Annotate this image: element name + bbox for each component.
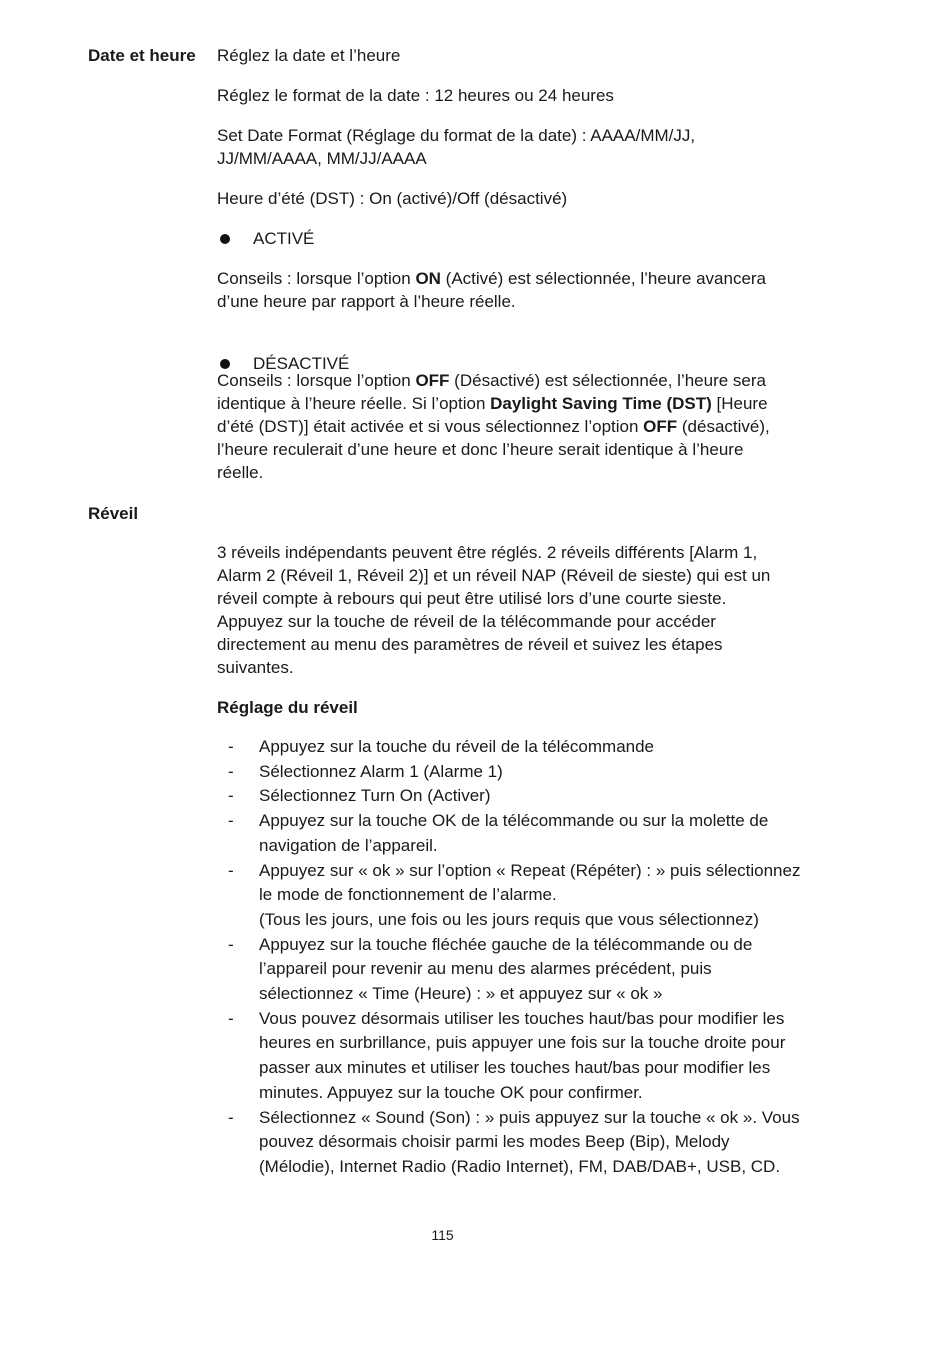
text-run: Conseils : lorsque l’option — [217, 371, 416, 390]
step-text: Appuyez sur « ok » sur l’option « Repeat (Répéter) : » puis sélectionnez le mode de fonctionnement de l’alarme. — [259, 860, 801, 905]
step-text: Appuyez sur la touche OK de la télécommande ou sur la molette de navigation de l’appareil. — [259, 811, 769, 855]
paragraph: 3 réveils indépendants peuvent être réglés. 2 réveils différents [Alarm 1, Alarm 2 (Réveil 1, Réveil 2)] et un réveil NAP (Réveil de sieste) qui est un réveil compte à rebours qui peut être utilisé lors d’une courte sieste. Appuyez sur la touche de réveil de la télécommande pour accéder directement au menu des paramètres de réveil et suivez les étapes suivantes. — [217, 543, 771, 677]
date-line-2 — [217, 84, 807, 107]
alarm-subheading — [217, 696, 807, 719]
section-label-alarm: Réveil — [88, 504, 139, 523]
tip-on — [217, 267, 782, 313]
alarm-steps-list — [217, 735, 807, 1180]
subheading: Réglage du réveil — [217, 698, 358, 717]
bullet-dot-icon — [220, 359, 230, 369]
bullet-item-on — [217, 227, 843, 250]
alarm-intro — [217, 541, 782, 679]
dash-marker: - — [228, 786, 234, 806]
tip-off — [217, 369, 782, 484]
step-note: (Tous les jours, une fois ou les jours requis que vous sélectionnez) — [259, 909, 759, 929]
page-number: 115 — [431, 1227, 454, 1243]
dash-marker: - — [228, 761, 234, 781]
step-text: Sélectionnez « Sound (Son) : » puis appuyez sur la touche « ok ». Vous pouvez désormais choisir parmi les modes Beep (Bip), Melody (Mélodie), Internet Radio (Radio Internet), FM, DAB/DAB+, USB, CD. — [259, 1107, 800, 1176]
dash-marker: - — [228, 737, 234, 756]
step-text: Sélectionnez Turn On (Activer) — [259, 786, 491, 806]
list-item — [217, 859, 807, 933]
bullet-dot-icon — [220, 234, 230, 244]
step-text: Vous pouvez désormais utiliser les touches haut/bas pour modifier les heures en surbrillance, puis appuyer une fois sur la touche droite pour passer aux minutes et utiliser les touches haut/bas pour modifier les minutes. Appuyez sur la touche OK pour confirmer. — [259, 1008, 786, 1102]
dash-marker: - — [228, 1008, 234, 1028]
step-text: Appuyez sur la touche fléchée gauche de la télécommande ou de l’appareil pour revenir au menu des alarmes précédent, puis sélectionnez « Time (Heure) : » et appuyez sur « ok » — [259, 934, 753, 1004]
paragraph: Réglez le format de la date : 12 heures ou 24 heures — [217, 86, 614, 105]
paragraph: Réglez la date et l’heure — [217, 46, 401, 65]
date-line-4 — [217, 187, 807, 210]
list-item — [217, 735, 807, 760]
bold-run: ON — [415, 269, 441, 288]
date-line-1 — [217, 44, 807, 67]
paragraph — [217, 369, 782, 484]
text-run: (Désactivé) est sélectionnée, l’heure sera identique à l’heure réelle. Si l’option — [217, 371, 766, 413]
list-item — [217, 760, 807, 785]
list-item — [217, 1007, 807, 1106]
text-run: (Activé) est sélectionnée, l’heure avancera d’une heure par rapport à l’heure réelle. — [217, 269, 767, 311]
bold-run: Daylight Saving Time (DST) — [490, 394, 712, 413]
bold-run: OFF — [415, 371, 450, 390]
bullet-label: DÉSACTIVÉ — [253, 354, 350, 373]
paragraph: Heure d’été (DST) : On (activé)/Off (désactivé) — [217, 189, 568, 208]
text-run: [Heure d’été (DST)] était activée et si vous sélectionnez l’option — [217, 394, 768, 436]
section-label-date-time: Date et heure — [88, 46, 196, 65]
text-run: Conseils : lorsque l’option — [217, 269, 416, 288]
paragraph — [217, 267, 782, 313]
date-line-3 — [217, 124, 717, 170]
text-run: (désactivé), l’heure reculerait d’une heure et donc l’heure serait identique à l’heure réelle. — [217, 417, 770, 482]
list-item — [217, 809, 807, 858]
dash-marker: - — [228, 811, 234, 831]
dash-marker: - — [228, 1107, 234, 1127]
dash-marker: - — [228, 860, 234, 880]
bold-run: OFF — [643, 417, 678, 436]
list-item — [217, 784, 807, 809]
step-text: Appuyez sur la touche du réveil de la télécommande — [259, 737, 655, 756]
step-text: Sélectionnez Alarm 1 (Alarme 1) — [259, 761, 503, 781]
bullet-label: ACTIVÉ — [253, 229, 315, 248]
dash-marker: - — [228, 934, 234, 954]
list-item — [217, 1106, 807, 1180]
list-item — [217, 933, 807, 1007]
paragraph: Set Date Format (Réglage du format de la date) : AAAA/MM/JJ, JJ/MM/AAAA, MM/JJ/AAAA — [217, 126, 696, 168]
